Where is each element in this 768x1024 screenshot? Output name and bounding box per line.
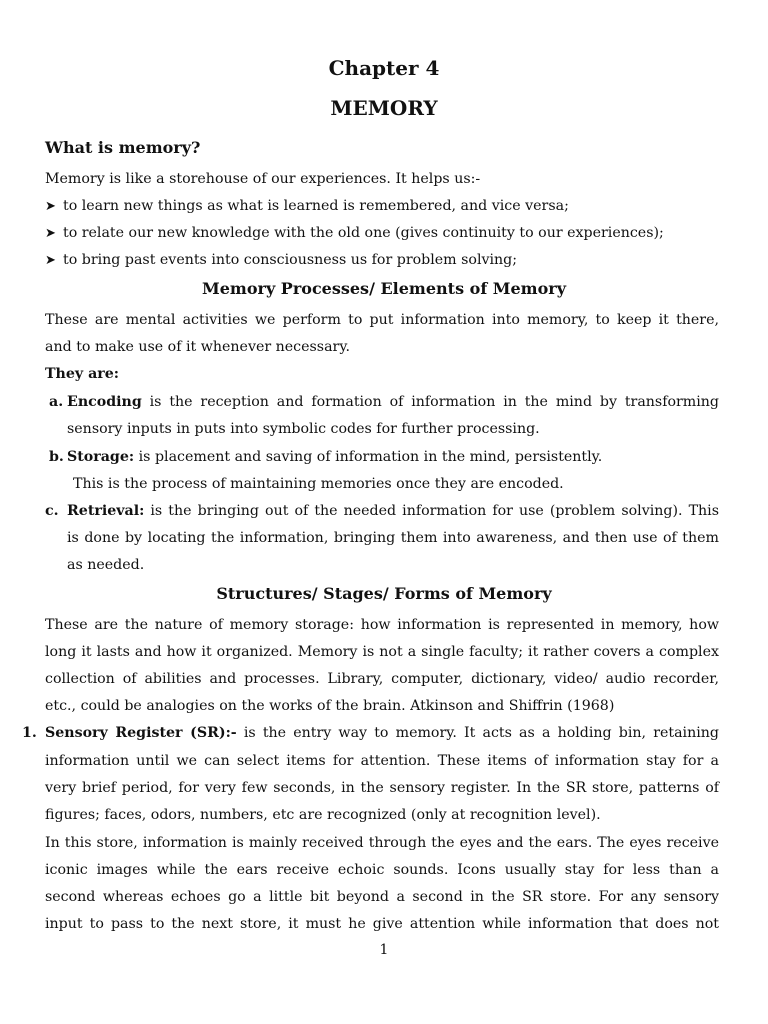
section3-para2-line: input to pass to the next store, it must he give attention while information that does not — [45, 916, 719, 932]
bullet-item — [45, 223, 664, 244]
list-marker: a. — [49, 394, 64, 410]
section2-para-line: These are mental activities we perform to put information into memory, to keep it there, — [45, 312, 719, 328]
term-sensory-register: Sensory Register (SR):- — [45, 725, 237, 741]
section1-intro: Memory is like a storehouse of our experiences. It helps us:- — [45, 171, 481, 187]
definition-text: is the reception and formation of information in the mind by transforming — [141, 394, 719, 410]
list-item-line — [67, 447, 602, 467]
list-item-line: is done by locating the information, bringing them into awareness, and then use of them — [67, 530, 719, 546]
numbered-item-line: information until we can select items for attention. These items of information stay for a — [45, 753, 719, 769]
list-item-line — [67, 501, 719, 521]
list-item-line — [67, 392, 719, 412]
page-number: 1 — [379, 942, 389, 958]
term-storage: Storage: — [67, 449, 135, 465]
section-heading-memory-processes: Memory Processes/ Elements of Memory — [202, 279, 566, 298]
list-item-line: as needed. — [67, 557, 145, 573]
bullet-item — [45, 250, 517, 271]
section3-para2-line: second whereas echoes go a little bit beyond a second in the SR store. For any sensory — [45, 889, 719, 905]
list-item-line: This is the process of maintaining memories once they are encoded. — [73, 476, 564, 492]
numbered-item-line: very brief period, for very few seconds, in the sensory register. In the SR store, patterns of — [45, 780, 719, 796]
arrow-bullet-icon: ➤ — [45, 199, 56, 214]
arrow-bullet-icon: ➤ — [45, 226, 56, 241]
list-marker: b. — [49, 449, 64, 465]
definition-text: is the entry way to memory. It acts as a holding bin, retaining — [236, 725, 719, 741]
list-marker: c. — [45, 503, 59, 519]
definition-text: is the bringing out of the needed information for use (problem solving). This — [144, 503, 719, 519]
section-heading-what-is-memory: What is memory? — [45, 138, 201, 157]
section3-para-line: These are the nature of memory storage: how information is represented in memory, how — [45, 617, 719, 633]
chapter-title: MEMORY — [330, 96, 438, 120]
they-are-label: They are: — [45, 366, 120, 382]
bullet-text: to bring past events into consciousness us for problem solving; — [63, 252, 518, 268]
section3-para-line: collection of abilities and processes. Library, computer, dictionary, video/ audio recorder, — [45, 671, 719, 687]
bullet-text: to learn new things as what is learned is remembered, and vice versa; — [63, 198, 569, 214]
bullet-item — [45, 196, 569, 217]
section3-para-line: long it lasts and how it organized. Memory is not a single faculty; it rather covers a complex — [45, 644, 719, 660]
section3-para2-line: In this store, information is mainly received through the eyes and the ears. The eyes receive — [45, 835, 719, 851]
definition-text: is placement and saving of information in the mind, persistently. — [134, 449, 603, 465]
section3-para2-line: iconic images while the ears receive echoic sounds. Icons usually stay for less than a — [45, 862, 719, 878]
numbered-item-line: figures; faces, odors, numbers, etc are recognized (only at recognition level). — [45, 807, 601, 823]
section-heading-structures: Structures/ Stages/ Forms of Memory — [216, 584, 552, 603]
bullet-text: to relate our new knowledge with the old one (gives continuity to our experiences); — [63, 225, 664, 241]
numbered-item-line — [45, 723, 719, 743]
numbered-marker: 1. — [22, 725, 37, 741]
chapter-label: Chapter 4 — [328, 56, 440, 80]
list-item-line: sensory inputs in puts into symbolic codes for further processing. — [67, 421, 540, 437]
section3-para-line: etc., could be analogies on the works of the brain. Atkinson and Shiffrin (1968) — [45, 698, 615, 714]
term-retrieval: Retrieval: — [67, 503, 145, 519]
term-encoding: Encoding — [67, 394, 142, 410]
arrow-bullet-icon: ➤ — [45, 253, 56, 268]
section2-para-line: and to make use of it whenever necessary. — [45, 339, 350, 355]
